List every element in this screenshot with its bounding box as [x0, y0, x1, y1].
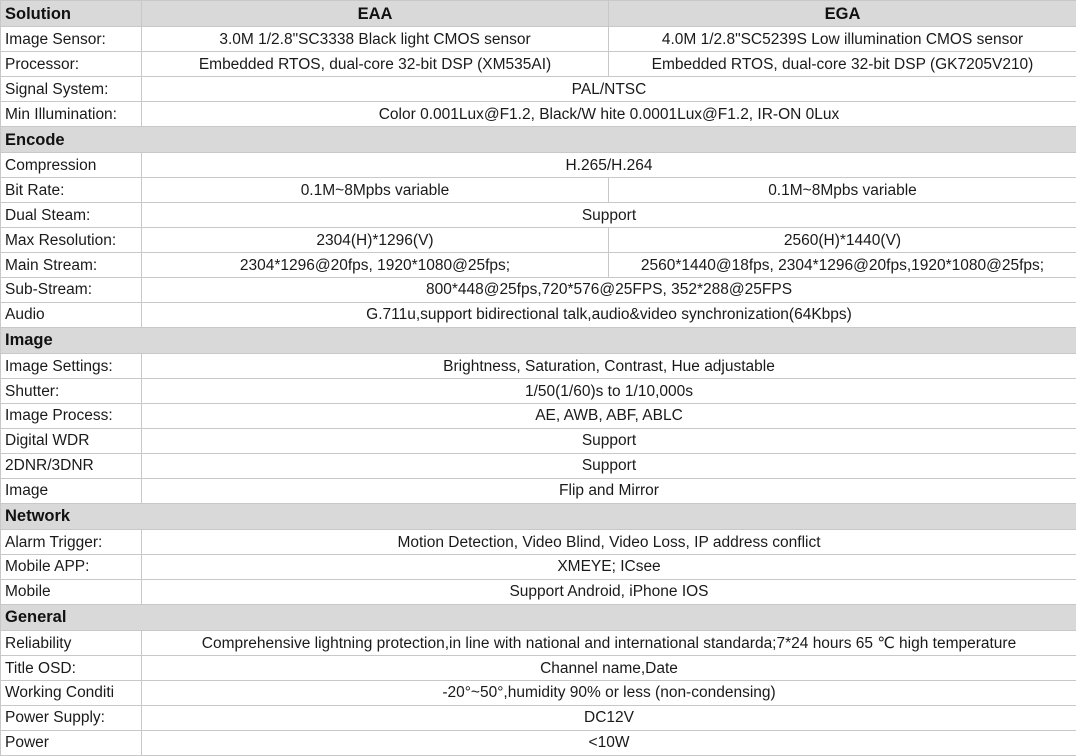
- spec-row: [1, 153, 1076, 178]
- spec-value-shared: <10W: [142, 730, 1076, 755]
- spec-row: [1, 579, 1076, 604]
- section-title: Image: [1, 327, 1076, 353]
- spec-row: [1, 278, 1076, 303]
- spec-value-eaa: 2304*1296@20fps, 1920*1080@25fps;: [142, 253, 609, 278]
- spec-label: 2DNR/3DNR: [1, 453, 142, 478]
- header-ega-label: EGA: [609, 1, 1076, 27]
- spec-value-shared: Color 0.001Lux@F1.2, Black/W hite 0.0001Lux@F1.2, IR-ON 0Lux: [142, 102, 1076, 127]
- spec-row: [1, 478, 1076, 503]
- spec-value-shared: 800*448@25fps,720*576@25FPS, 352*288@25FPS: [142, 278, 1076, 303]
- section-title: Encode: [1, 127, 1076, 153]
- spec-value-shared: DC12V: [142, 705, 1076, 730]
- section-title: Network: [1, 503, 1076, 529]
- spec-row: [1, 27, 1076, 52]
- section-title: General: [1, 604, 1076, 630]
- spec-label: Power: [1, 730, 142, 755]
- spec-value-ega: 0.1M~8Mpbs variable: [609, 178, 1076, 203]
- spec-value-eaa: 3.0M 1/2.8"SC3338 Black light CMOS sensor: [142, 27, 609, 52]
- spec-label: Max Resolution:: [1, 228, 142, 253]
- spec-value-shared: Motion Detection, Video Blind, Video Loss, IP address conflict: [142, 530, 1076, 555]
- spec-row: [1, 530, 1076, 555]
- spec-value-shared: Channel name,Date: [142, 656, 1076, 681]
- spec-label: Mobile APP:: [1, 555, 142, 580]
- spec-label: Shutter:: [1, 379, 142, 404]
- spec-value-shared: Support: [142, 453, 1076, 478]
- spec-value-shared: Comprehensive lightning protection,in line with national and international standarda;7*24 hours 65 ℃ high temperature: [142, 631, 1076, 656]
- spec-label: Bit Rate:: [1, 178, 142, 203]
- spec-value-shared: Brightness, Saturation, Contrast, Hue adjustable: [142, 354, 1076, 379]
- spec-value-shared: -20°~50°,humidity 90% or less (non-condensing): [142, 681, 1076, 706]
- spec-label: Alarm Trigger:: [1, 530, 142, 555]
- spec-label: Mobile: [1, 579, 142, 604]
- spec-value-eaa: Embedded RTOS, dual-core 32-bit DSP (XM535AI): [142, 52, 609, 77]
- spec-value-shared: AE, AWB, ABF, ABLC: [142, 404, 1076, 429]
- spec-label: Compression: [1, 153, 142, 178]
- spec-value-shared: Support: [142, 203, 1076, 228]
- spec-label: Digital WDR: [1, 428, 142, 453]
- spec-row: [1, 428, 1076, 453]
- spec-value-ega: Embedded RTOS, dual-core 32-bit DSP (GK7205V210): [609, 52, 1076, 77]
- spec-row: [1, 379, 1076, 404]
- spec-row: [1, 354, 1076, 379]
- header-eaa-label: EAA: [142, 1, 609, 27]
- spec-row: [1, 77, 1076, 102]
- spec-row: [1, 178, 1076, 203]
- spec-row: [1, 631, 1076, 656]
- spec-value-shared: Flip and Mirror: [142, 478, 1076, 503]
- section-header-row: [1, 604, 1076, 630]
- spec-label: Processor:: [1, 52, 142, 77]
- spec-value-shared: Support Android, iPhone IOS: [142, 579, 1076, 604]
- spec-label: Image Sensor:: [1, 27, 142, 52]
- spec-label: Working Conditi: [1, 681, 142, 706]
- spec-label: Image Process:: [1, 404, 142, 429]
- spec-label: Signal System:: [1, 77, 142, 102]
- spec-label: Dual Steam:: [1, 203, 142, 228]
- spec-row: [1, 705, 1076, 730]
- spec-value-ega: 2560(H)*1440(V): [609, 228, 1076, 253]
- spec-value-shared: Support: [142, 428, 1076, 453]
- spec-value-shared: H.265/H.264: [142, 153, 1076, 178]
- spec-value-ega: 4.0M 1/2.8"SC5239S Low illumination CMOS sensor: [609, 27, 1076, 52]
- spec-row: [1, 555, 1076, 580]
- spec-value-shared: G.711u,support bidirectional talk,audio&video synchronization(64Kbps): [142, 302, 1076, 327]
- spec-label: Power Supply:: [1, 705, 142, 730]
- spec-row: [1, 102, 1076, 127]
- spec-label: Title OSD:: [1, 656, 142, 681]
- spec-row: [1, 228, 1076, 253]
- section-header-row: [1, 503, 1076, 529]
- spec-row: [1, 656, 1076, 681]
- header-solution-label: Solution: [1, 1, 142, 27]
- spec-row: [1, 52, 1076, 77]
- spec-label: Audio: [1, 302, 142, 327]
- spec-row: [1, 253, 1076, 278]
- spec-row: [1, 681, 1076, 706]
- spec-label: Min Illumination:: [1, 102, 142, 127]
- header-row: [1, 1, 1076, 27]
- spec-value-ega: 2560*1440@18fps, 2304*1296@20fps,1920*1080@25fps;: [609, 253, 1076, 278]
- section-header-row: [1, 327, 1076, 353]
- spec-row: [1, 404, 1076, 429]
- spec-label: Main Stream:: [1, 253, 142, 278]
- spec-row: [1, 730, 1076, 755]
- section-header-row: [1, 127, 1076, 153]
- spec-label: Image Settings:: [1, 354, 142, 379]
- spec-row: [1, 453, 1076, 478]
- spec-label: Image: [1, 478, 142, 503]
- spec-value-shared: PAL/NTSC: [142, 77, 1076, 102]
- spec-value-eaa: 2304(H)*1296(V): [142, 228, 609, 253]
- spec-row: [1, 203, 1076, 228]
- spec-label: Reliability: [1, 631, 142, 656]
- spec-value-eaa: 0.1M~8Mpbs variable: [142, 178, 609, 203]
- spec-row: [1, 302, 1076, 327]
- spec-label: Sub-Stream:: [1, 278, 142, 303]
- spec-value-shared: XMEYE; ICsee: [142, 555, 1076, 580]
- spec-table-body: [1, 1, 1076, 756]
- spec-value-shared: 1/50(1/60)s to 1/10,000s: [142, 379, 1076, 404]
